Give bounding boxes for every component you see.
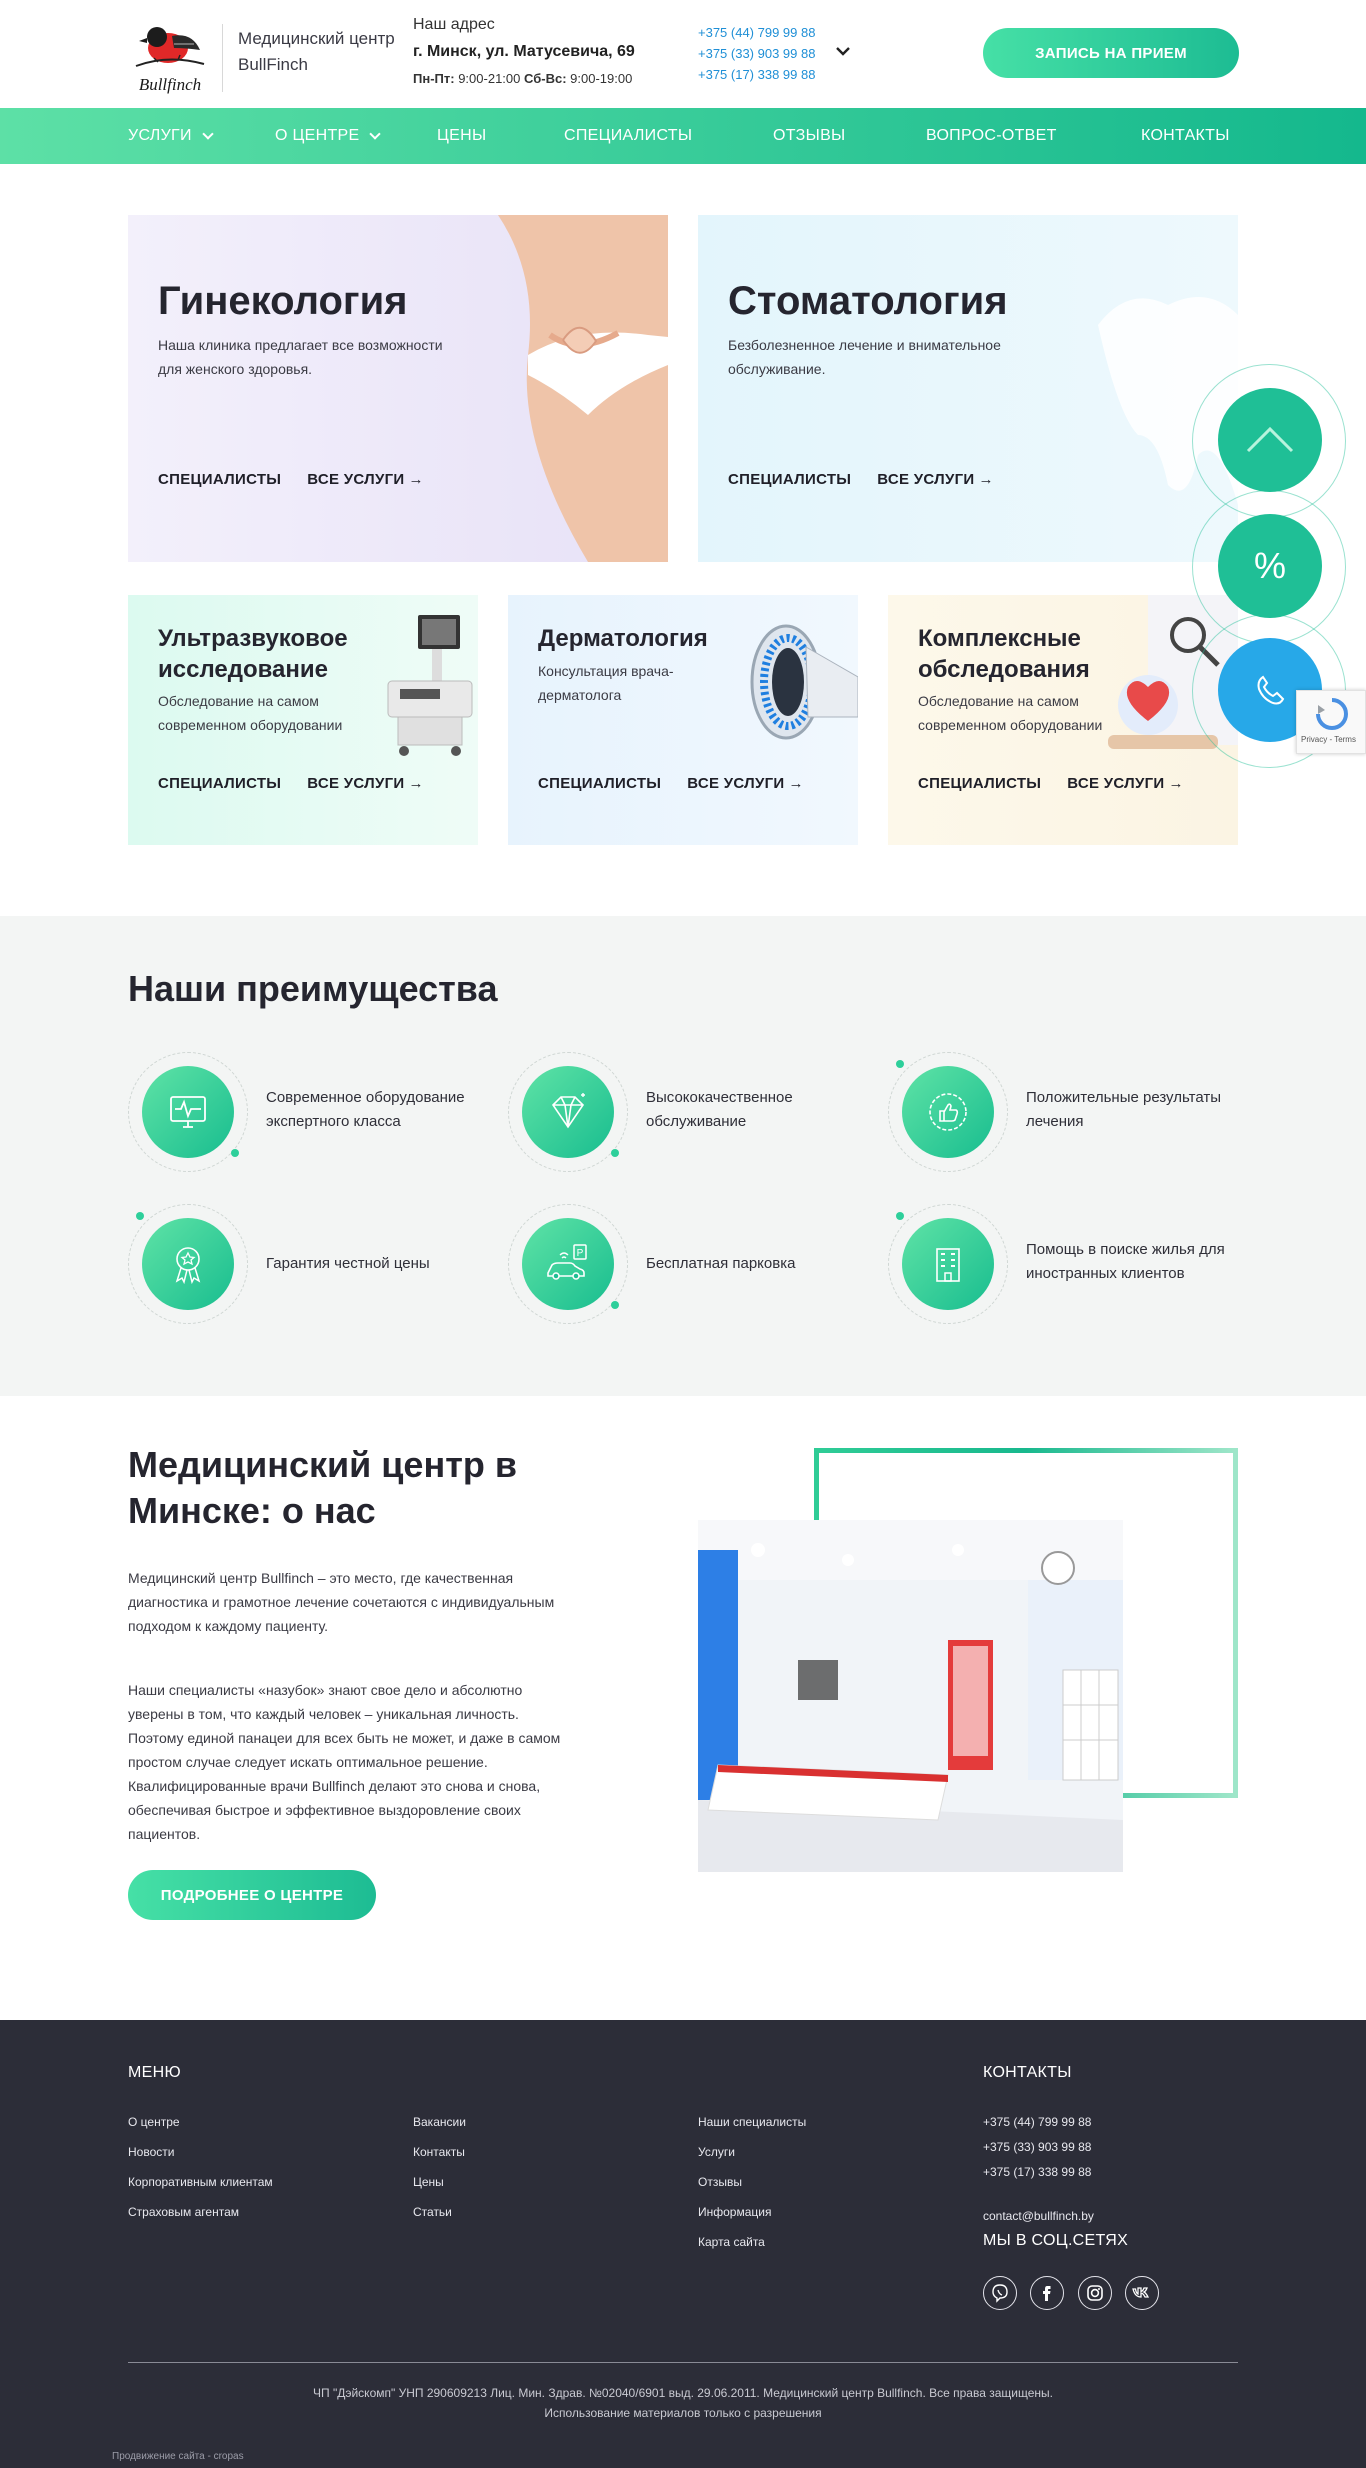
clinic-reception-photo	[698, 1520, 1123, 1872]
chevron-down-icon	[370, 128, 381, 139]
nav-item-services[interactable]	[128, 108, 212, 164]
footer-promo-link[interactable]: Продвижение сайта - cropas	[112, 2451, 244, 2462]
discount-button[interactable]	[1218, 514, 1322, 618]
card-description: Наша клиника предлагает все возможности для женского здоровья.	[158, 337, 443, 377]
facebook-icon[interactable]	[1030, 2276, 1064, 2310]
footer-email[interactable]: contact@bullfinch.by	[983, 2209, 1094, 2223]
all-services-link[interactable]	[307, 471, 424, 488]
footer-link[interactable]: Статьи	[413, 2205, 452, 2219]
about-title: Медицинский центр в Минске: о нас	[128, 1444, 517, 1531]
nav-item-contacts[interactable]: КОНТАКТЫ	[1141, 127, 1230, 144]
main-nav	[0, 108, 1366, 164]
footer-link[interactable]: Вакансии	[413, 2115, 466, 2129]
arrow-right-icon: →	[978, 471, 994, 488]
header-phones	[698, 22, 815, 85]
footer-link[interactable]: Услуги	[698, 2145, 735, 2159]
service-card-dermatology[interactable]	[508, 595, 858, 845]
footer-link[interactable]: Наши специалисты	[698, 2115, 807, 2129]
address: г. Минск, ул. Матусевича, 69	[413, 43, 635, 60]
all-services-label: ВСЕ УСЛУГИ	[877, 471, 975, 488]
footer-link[interactable]: Корпоративным клиентам	[128, 2175, 273, 2189]
hours-weekdays-label: Пн-Пт:	[413, 71, 455, 86]
footer-link[interactable]: Информация	[698, 2205, 772, 2219]
diamond-icon	[522, 1066, 614, 1158]
advantage-text: Высококачественное обслуживание	[646, 1089, 793, 1130]
card-description: Обследование на самом современном оборудовании	[158, 693, 343, 733]
arrow-right-icon: →	[1168, 775, 1184, 792]
service-card-complex-exams[interactable]	[888, 595, 1238, 845]
footer-link[interactable]: О центре	[128, 2115, 180, 2129]
bullfinch-logo[interactable]	[128, 14, 210, 96]
nav-item-faq[interactable]: ВОПРОС-ОТВЕТ	[926, 127, 1057, 144]
service-card-dentistry[interactable]	[698, 215, 1238, 562]
footer-menu-title: МЕНЮ	[128, 2064, 181, 2081]
card-links	[158, 775, 424, 792]
card-description: Консультация врача-дерматолога	[538, 663, 674, 703]
footer-phone[interactable]: +375 (44) 799 99 88	[983, 2115, 1092, 2129]
appointment-button[interactable]: ЗАПИСЬ НА ПРИЕМ	[983, 28, 1239, 78]
advantage-text: Современное оборудование экспертного класса	[266, 1089, 465, 1130]
phone-link[interactable]: +375 (33) 903 99 88	[698, 46, 816, 61]
building-icon	[902, 1218, 994, 1310]
recaptcha-icon	[1315, 697, 1349, 731]
arrow-right-icon: →	[788, 775, 804, 792]
about-more-button[interactable]: ПОДРОБНЕЕ О ЦЕНТРЕ	[128, 1870, 376, 1920]
award-star-icon	[142, 1218, 234, 1310]
all-services-link[interactable]	[877, 471, 994, 488]
footer-link[interactable]: Контакты	[413, 2145, 465, 2159]
card-description: Безболезненное лечение и внимательное обслуживание.	[728, 337, 1001, 377]
site-header	[0, 0, 1366, 108]
scroll-top-button[interactable]	[1218, 388, 1322, 492]
card-description: Обследование на самом современном оборудовании	[918, 693, 1103, 733]
footer-link[interactable]: Отзывы	[698, 2175, 742, 2189]
service-card-ultrasound[interactable]	[128, 595, 478, 845]
hours-weekend: 9:00-19:00	[570, 71, 633, 86]
logo-divider	[222, 24, 223, 92]
instagram-icon[interactable]	[1078, 2276, 1112, 2310]
advantage-text: Бесплатная парковка	[646, 1255, 796, 1272]
footer-link[interactable]: Новости	[128, 2145, 175, 2159]
percent-icon: %	[1253, 545, 1286, 586]
footer-social-title: МЫ В СОЦ.СЕТЯХ	[983, 2232, 1129, 2249]
specialists-link[interactable]: СПЕЦИАЛИСТЫ	[728, 471, 852, 488]
viber-icon[interactable]	[983, 2276, 1017, 2310]
specialists-link[interactable]: СПЕЦИАЛИСТЫ	[158, 775, 282, 792]
card-title: Комплексные обследования	[918, 625, 1090, 683]
footer-phone[interactable]: +375 (17) 338 99 88	[983, 2165, 1092, 2179]
recaptcha-badge[interactable]	[1296, 690, 1366, 754]
chevron-down-icon[interactable]	[834, 42, 852, 60]
footer-link[interactable]: Карта сайта	[698, 2235, 765, 2249]
advantage-text: Гарантия честной цены	[266, 1255, 430, 1272]
nav-label: УСЛУГИ	[128, 127, 192, 144]
arrow-right-icon: →	[408, 775, 424, 792]
phone-link[interactable]: +375 (44) 799 99 88	[698, 25, 816, 40]
card-title: Гинекология	[158, 279, 408, 323]
service-card-gynecology[interactable]	[128, 215, 668, 562]
phone-link[interactable]: +375 (17) 338 99 88	[698, 67, 816, 82]
card-links	[158, 471, 424, 488]
all-services-link[interactable]	[687, 775, 804, 792]
footer-link[interactable]: Цены	[413, 2175, 444, 2189]
all-services-label: ВСЕ УСЛУГИ	[1067, 775, 1165, 792]
about-paragraph: Медицинский центр Bullfinch – это место, где качественная диагностика и грамотное лечение сочетаются с индивидуальным подходом к каждому пациенту.	[128, 1570, 555, 1634]
advantage-text: Положительные результаты лечения	[1026, 1089, 1221, 1130]
phone-icon	[1253, 673, 1287, 707]
nav-item-prices[interactable]: ЦЕНЫ	[437, 127, 487, 144]
working-hours	[413, 71, 632, 86]
about-paragraph: Наши специалисты «назубок» знают свое дело и абсолютно уверены в том, что каждый человек – уникальная личность. Поэтому единой панацеи для всех быть не может, и даже в самом простом случае следует искать оптимальное решение. Квалифицированные врачи Bullfinch делают это снова и снова, обеспечивая быстрое и эффективное выздоровление своих пациентов.	[128, 1682, 561, 1842]
monitor-pulse-icon	[142, 1066, 234, 1158]
svg-text:P: P	[576, 1248, 584, 1259]
all-services-link[interactable]	[1067, 775, 1184, 792]
site-footer	[0, 2020, 1366, 2468]
footer-legal: ЧП "Дэйскомп" УНП 290609213 Лиц. Мин. Здрав. №02040/6901 выд. 29.06.2011. Медицинский центр Bullfinch. Все права защищены.	[313, 2386, 1053, 2400]
all-services-label: ВСЕ УСЛУГИ	[307, 471, 405, 488]
nav-item-reviews[interactable]: ОТЗЫВЫ	[773, 127, 846, 144]
parking-car-icon	[522, 1218, 614, 1310]
specialists-link[interactable]: СПЕЦИАЛИСТЫ	[158, 471, 282, 488]
nav-item-about[interactable]	[275, 108, 379, 164]
footer-copyright-note: Использование материалов только с разрешения	[544, 2406, 822, 2420]
footer-contacts-title: КОНТАКТЫ	[983, 2064, 1072, 2081]
card-title: Ультразвуковое исследование	[158, 625, 348, 683]
all-services-label: ВСЕ УСЛУГИ	[307, 775, 405, 792]
footer-divider	[128, 2362, 1238, 2363]
gynecology-photo	[468, 215, 668, 562]
chevron-down-icon	[202, 128, 213, 139]
center-name: Медицинский центр BullFinch	[238, 29, 395, 74]
footer-link[interactable]: Страховым агентам	[128, 2205, 240, 2219]
hours-weekdays: 9:00-21:00	[458, 71, 521, 86]
logo-text: Bullfinch	[138, 75, 202, 94]
advantage-text: Помощь в поиске жилья для иностранных клиентов	[1026, 1241, 1225, 1282]
specialists-link[interactable]: СПЕЦИАЛИСТЫ	[918, 775, 1042, 792]
ultrasound-machine-image	[378, 611, 478, 761]
specialists-link[interactable]: СПЕЦИАЛИСТЫ	[538, 775, 662, 792]
arrow-right-icon: →	[408, 471, 424, 488]
thumbs-up-icon	[902, 1066, 994, 1158]
address-label: Наш адрес	[413, 16, 495, 33]
nav-label: О ЦЕНТРЕ	[275, 127, 360, 144]
nav-item-specialists[interactable]: СПЕЦИАЛИСТЫ	[564, 127, 693, 144]
card-links	[538, 775, 804, 792]
card-links	[728, 471, 994, 488]
all-services-link[interactable]	[307, 775, 424, 792]
all-services-label: ВСЕ УСЛУГИ	[687, 775, 785, 792]
card-title: Дерматология	[538, 625, 708, 652]
footer-phone[interactable]: +375 (33) 903 99 88	[983, 2140, 1092, 2154]
hours-weekend-label: Сб-Вс:	[524, 71, 567, 86]
card-links	[918, 775, 1184, 792]
card-title: Стоматология	[728, 279, 1008, 323]
vk-icon[interactable]	[1125, 2276, 1159, 2310]
recaptcha-links[interactable]: Privacy - Terms	[1301, 735, 1356, 744]
chevron-up-icon	[1244, 425, 1296, 455]
advantages-title: Наши преимущества	[128, 968, 498, 1009]
